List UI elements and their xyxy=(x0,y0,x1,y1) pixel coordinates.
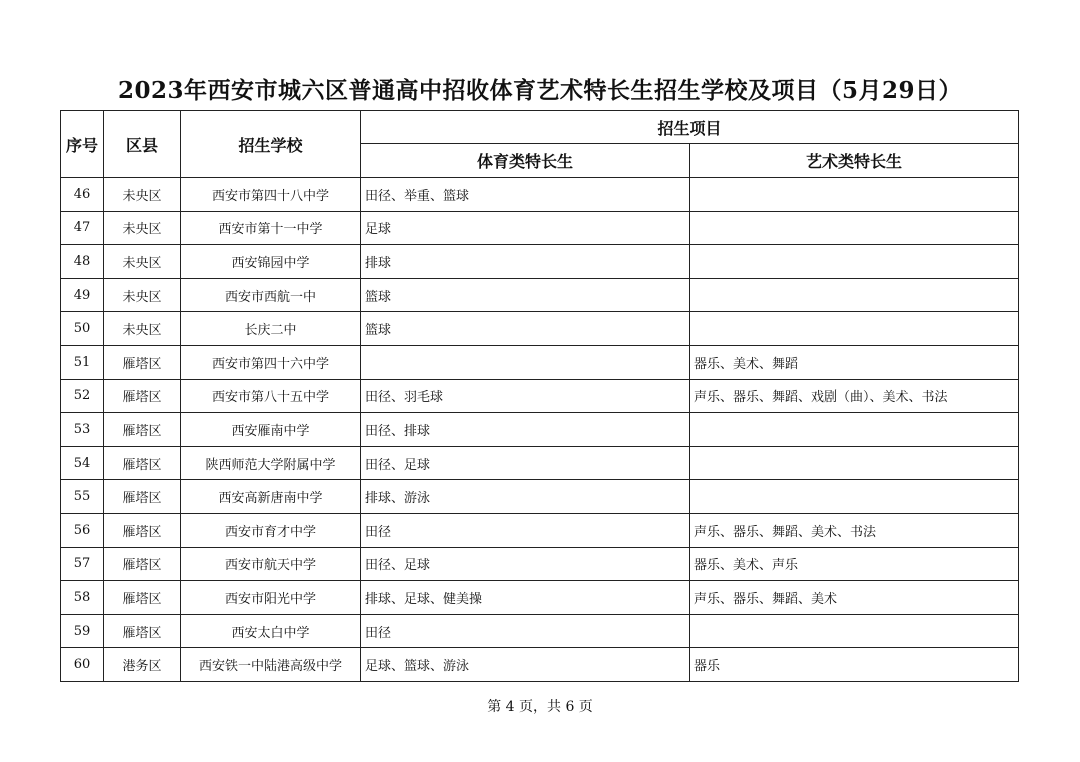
arts-cell: 器乐 xyxy=(690,648,1019,682)
seq-header: 序号 xyxy=(61,111,104,178)
seq-cell: 49 xyxy=(61,278,104,312)
table-header xyxy=(61,111,1019,178)
table-body xyxy=(61,178,1019,682)
seq-cell: 47 xyxy=(61,211,104,245)
table-row xyxy=(61,480,1019,514)
sports-cell: 田径、举重、篮球 xyxy=(361,178,690,212)
table-row xyxy=(61,413,1019,447)
seq-cell: 50 xyxy=(61,312,104,346)
table-row xyxy=(61,379,1019,413)
arts-cell: 声乐、器乐、舞蹈、戏剧（曲）、美术、书法 xyxy=(690,379,1019,413)
seq-cell: 54 xyxy=(61,446,104,480)
table-row xyxy=(61,446,1019,480)
arts-cell xyxy=(690,211,1019,245)
school-cell: 西安市第四十八中学 xyxy=(181,178,361,212)
district-cell: 未央区 xyxy=(104,211,181,245)
table-row xyxy=(61,278,1019,312)
seq-cell: 59 xyxy=(61,614,104,648)
school-cell: 西安市西航一中 xyxy=(181,278,361,312)
school-cell: 西安铁一中陆港高级中学 xyxy=(181,648,361,682)
sports-cell xyxy=(361,345,690,379)
district-cell: 未央区 xyxy=(104,278,181,312)
table-row xyxy=(61,513,1019,547)
sports-cell: 排球、游泳 xyxy=(361,480,690,514)
table-row xyxy=(61,648,1019,682)
school-cell: 西安市航天中学 xyxy=(181,547,361,581)
school-cell: 西安太白中学 xyxy=(181,614,361,648)
school-cell: 西安市阳光中学 xyxy=(181,581,361,615)
district-cell: 雁塔区 xyxy=(104,480,181,514)
table-row xyxy=(61,547,1019,581)
page-footer: 第 4 页，共 6 页 xyxy=(487,699,593,715)
school-cell: 西安雁南中学 xyxy=(181,413,361,447)
seq-cell: 48 xyxy=(61,245,104,279)
seq-cell: 51 xyxy=(61,345,104,379)
district-cell: 未央区 xyxy=(104,312,181,346)
header-row-1 xyxy=(61,111,1019,144)
table-row xyxy=(61,245,1019,279)
sports-cell: 足球 xyxy=(361,211,690,245)
school-cell: 西安市第十一中学 xyxy=(181,211,361,245)
arts-cell xyxy=(690,413,1019,447)
arts-cell xyxy=(690,446,1019,480)
school-cell: 西安市育才中学 xyxy=(181,513,361,547)
page-title: 2023年西安市城六区普通高中招收体育艺术特长生招生学校及项目（5月29日） xyxy=(117,77,963,104)
district-cell: 雁塔区 xyxy=(104,513,181,547)
table-row xyxy=(61,581,1019,615)
projects-header: 招生项目 xyxy=(361,111,1019,144)
table-row xyxy=(61,312,1019,346)
table-row xyxy=(61,178,1019,212)
sports-cell: 排球 xyxy=(361,245,690,279)
sports-cell: 田径、排球 xyxy=(361,413,690,447)
arts-cell xyxy=(690,178,1019,212)
arts-cell xyxy=(690,312,1019,346)
arts-cell xyxy=(690,480,1019,514)
school-cell: 西安高新唐南中学 xyxy=(181,480,361,514)
arts-cell: 声乐、器乐、舞蹈、美术 xyxy=(690,581,1019,615)
district-cell: 雁塔区 xyxy=(104,581,181,615)
table-row xyxy=(61,345,1019,379)
sports-cell: 篮球 xyxy=(361,278,690,312)
seq-cell: 56 xyxy=(61,513,104,547)
school-cell: 长庆二中 xyxy=(181,312,361,346)
school-cell: 陕西师范大学附属中学 xyxy=(181,446,361,480)
district-cell: 港务区 xyxy=(104,648,181,682)
arts-cell xyxy=(690,245,1019,279)
table-row xyxy=(61,211,1019,245)
seq-cell: 60 xyxy=(61,648,104,682)
sports-cell: 排球、足球、健美操 xyxy=(361,581,690,615)
arts-header: 艺术类特长生 xyxy=(690,144,1019,178)
seq-cell: 53 xyxy=(61,413,104,447)
district-cell: 雁塔区 xyxy=(104,446,181,480)
sports-cell: 田径、足球 xyxy=(361,446,690,480)
admission-table xyxy=(60,110,1019,682)
sports-cell: 田径 xyxy=(361,614,690,648)
sports-header: 体育类特长生 xyxy=(361,144,690,178)
sports-cell: 田径、足球 xyxy=(361,547,690,581)
school-cell: 西安市第八十五中学 xyxy=(181,379,361,413)
arts-cell xyxy=(690,614,1019,648)
seq-cell: 52 xyxy=(61,379,104,413)
district-cell: 雁塔区 xyxy=(104,547,181,581)
arts-cell: 声乐、器乐、舞蹈、美术、书法 xyxy=(690,513,1019,547)
seq-cell: 57 xyxy=(61,547,104,581)
table-row xyxy=(61,614,1019,648)
arts-cell xyxy=(690,278,1019,312)
school-cell: 西安市第四十六中学 xyxy=(181,345,361,379)
district-cell: 雁塔区 xyxy=(104,345,181,379)
district-header: 区县 xyxy=(104,111,181,178)
sports-cell: 田径、羽毛球 xyxy=(361,379,690,413)
sports-cell: 篮球 xyxy=(361,312,690,346)
school-header: 招生学校 xyxy=(181,111,361,178)
seq-cell: 46 xyxy=(61,178,104,212)
district-cell: 雁塔区 xyxy=(104,614,181,648)
sports-cell: 田径 xyxy=(361,513,690,547)
district-cell: 未央区 xyxy=(104,245,181,279)
arts-cell: 器乐、美术、舞蹈 xyxy=(690,345,1019,379)
school-cell: 西安锦园中学 xyxy=(181,245,361,279)
sports-cell: 足球、篮球、游泳 xyxy=(361,648,690,682)
seq-cell: 58 xyxy=(61,581,104,615)
district-cell: 雁塔区 xyxy=(104,379,181,413)
district-cell: 未央区 xyxy=(104,178,181,212)
seq-cell: 55 xyxy=(61,480,104,514)
arts-cell: 器乐、美术、声乐 xyxy=(690,547,1019,581)
district-cell: 雁塔区 xyxy=(104,413,181,447)
